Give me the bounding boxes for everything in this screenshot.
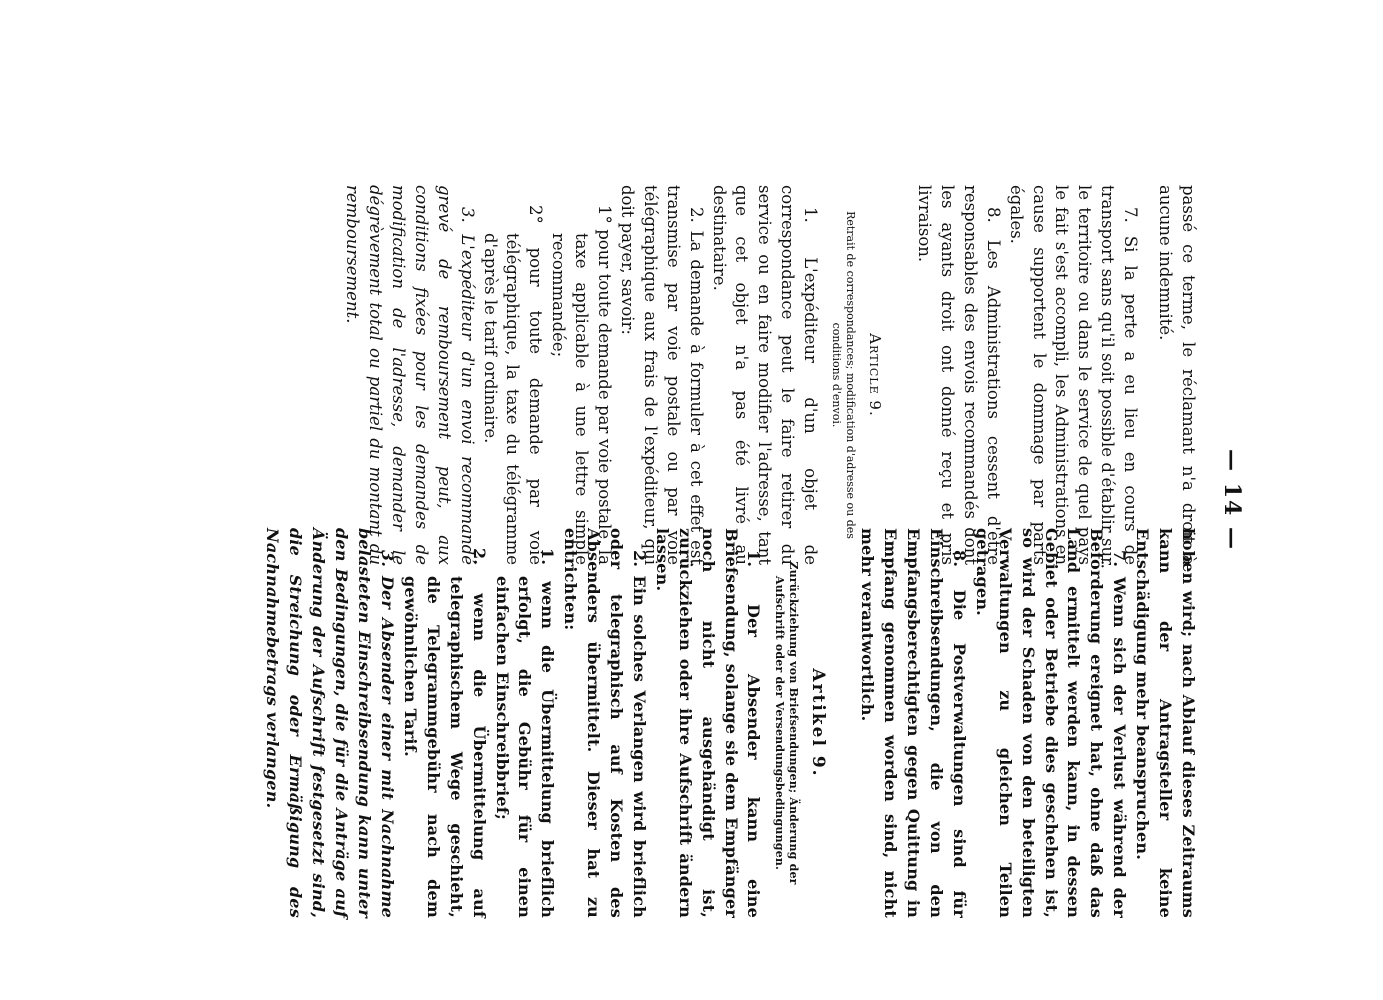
french-article-paragraph-2: 2. La demande à formuler à cet effet est transmise par voie postale ou par voie télégraphique aux frais de l'expéditeur, qui doit payer, savoir: bbox=[617, 185, 706, 565]
german-list-item-1: 1. wenn die Übermittelung brieflich erfolgt, die Gebühr für einen einfachen Einschreibbrief; bbox=[492, 548, 558, 918]
french-list-item-1: 1° pour toute demande par voie postale, la taxe applicable à une lettre simple recommandée; bbox=[549, 205, 615, 565]
french-paragraph-8: 8. Les Administrations cessent d'être responsables des envois recommandés dont les ayants droit ont donné reçu et pris livraison. bbox=[915, 185, 1003, 565]
page-number: — 14 — bbox=[1219, 449, 1245, 551]
german-article-paragraph-3: 3. Der Absender einer mit Nachnahme belasteten Einschreibsendung kann unter den Bedingungen, die für die Anträge auf Änderung der Aufschrift festgesetzt sind, die Streichung oder Ermäßigung des Nachnahmebetrags verlangen. bbox=[263, 528, 397, 918]
german-article-subtitle: Zurückziehung von Briefsendungen; Änderung der Aufschrift oder der Versendungsbedingungen. bbox=[773, 561, 801, 885]
german-column bbox=[261, 528, 1199, 918]
german-article-title: Artikel 9. bbox=[808, 668, 829, 778]
french-article-paragraph-3: 3. L'expéditeur d'un envoi recommandé grevé de remboursement peut, aux conditions fixées pour les demandes de modification de l'adresse, demander le dégrèvement total ou partiel du montant du remboursement. bbox=[343, 185, 477, 565]
german-article-paragraph-2: 2. Ein solches Verlangen wird brieflich oder telegraphisch auf Kosten des Absenders übermittelt. Dieser hat zu entrichten: bbox=[561, 528, 649, 918]
german-paragraph-continuation: hoben wird; nach Ablauf dieses Zeitraums kann der Antragsteller keine Entschädigung mehr beanspruchen. bbox=[1133, 528, 1198, 918]
german-paragraph-8: 8. Die Postverwaltungen sind für Einschreibsendungen, die von den Empfangsberechtigten gegen Quittung in Empfang genommen worden sind, nicht mehr verantwortlich. bbox=[858, 528, 969, 918]
german-paragraph-7: 7. Wenn sich der Verlust während der Beförderung ereignet hat, ohne daß das Land ermittelt werden kann, in dessen Gebiet oder Betriebe dies geschehen ist, so wird der Schaden von den beteiligten Verwaltungen zu gleichen Teilen getragen. bbox=[972, 528, 1130, 918]
german-article-paragraph-1: 1. Der Absender kann eine Briefsendung, solange sie dem Empfänger noch nicht ausgehändigt ist, zurückziehen oder ihre Aufschrift ändern lassen. bbox=[652, 528, 764, 918]
french-paragraph-7: 7. Si la perte a eu lieu en cours de transport sans qu'il soit possible d'établir sur le territoire ou dans le service de quel pays le fait s'est accompli, les Administrations en cause supportent le dommage par parts égales. bbox=[1006, 185, 1141, 565]
french-article-subtitle: Retrait de correspondances; modification d'adresse ou des conditions d'envoi. bbox=[830, 211, 858, 539]
french-paragraph-continuation: passé ce terme, le réclamant n'a droit à aucune indemnité. bbox=[1156, 185, 1198, 565]
french-article-title: Article 9. bbox=[866, 333, 885, 417]
french-article-paragraph-1: 1. L'expéditeur d'un objet de correspondance peut le faire retirer du service ou en faire modifier l'adresse, tant que cet objet n'a pas été livré au destinataire. bbox=[709, 185, 821, 565]
french-list-item-2: 2° pour toute demande par voie télégraphique, la taxe du télégramme d'après le tarif ordinaire. bbox=[480, 205, 546, 565]
french-column bbox=[340, 185, 1199, 565]
german-list-item-2: 2. wenn die Übermittelung auf telegraphischem Wege geschieht, die Telegrammgebühr nach dem gewöhnlichen Tarif. bbox=[400, 548, 489, 918]
